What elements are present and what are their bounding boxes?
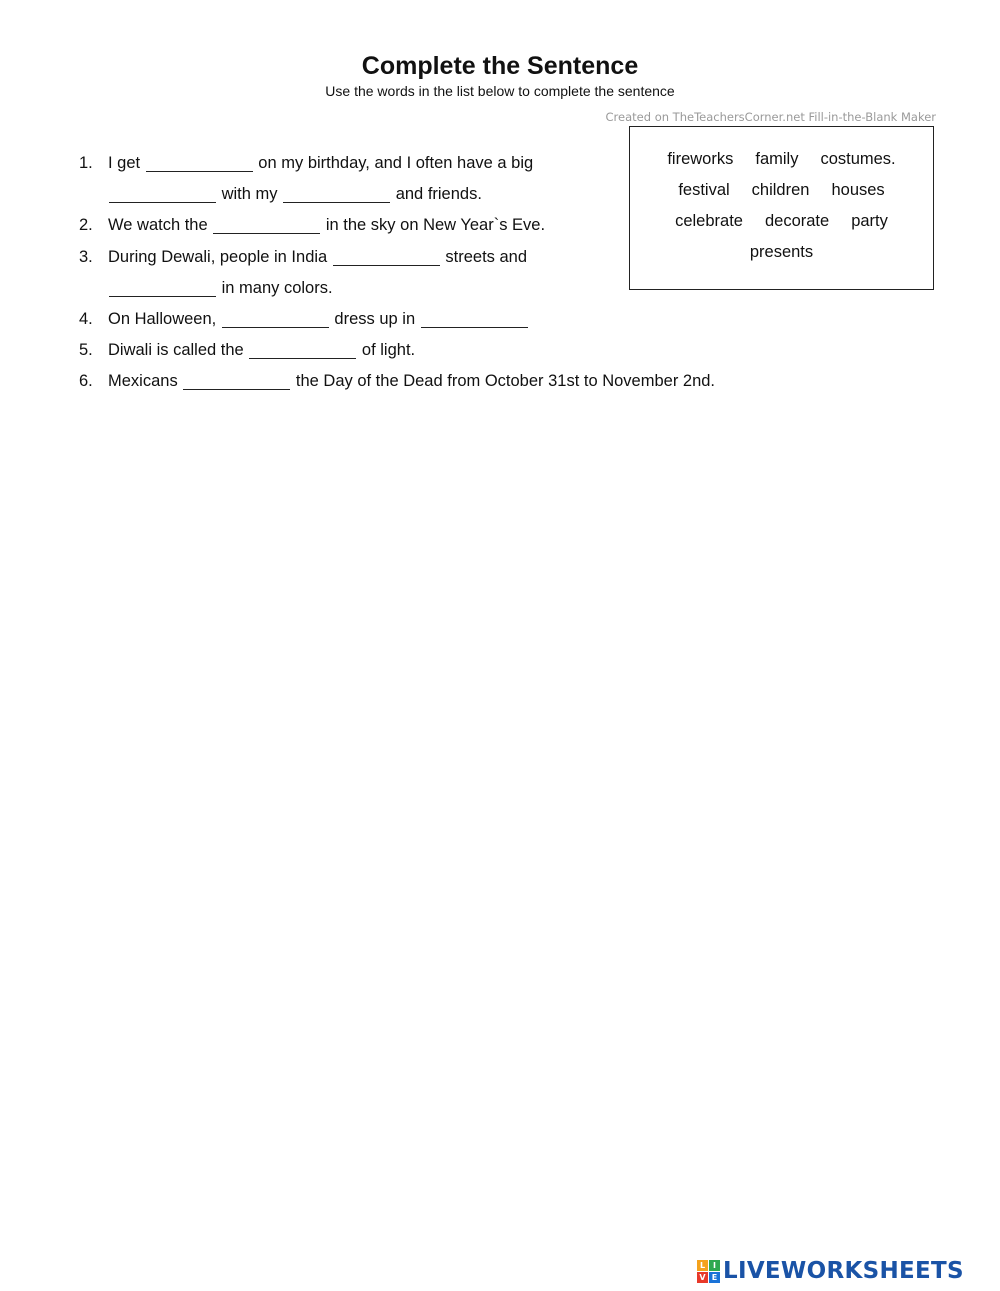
logo-letter: E (709, 1272, 720, 1283)
question-text: I get (108, 154, 141, 172)
word-bank-row (630, 214, 933, 229)
answer-blank[interactable] (249, 342, 356, 359)
answer-blank[interactable] (421, 311, 528, 328)
live-logo-icon (697, 1260, 720, 1283)
question-text: On Halloween, (108, 310, 217, 329)
question-number: 5. (79, 341, 93, 360)
word-bank-word: party (851, 212, 888, 230)
answer-blank[interactable] (183, 373, 290, 390)
question-text: Diwali is called the (108, 341, 244, 360)
word-bank (629, 126, 934, 290)
question-1 (79, 148, 619, 210)
word-bank-word: children (751, 181, 810, 199)
answer-blank[interactable] (333, 249, 440, 266)
question-5 (79, 335, 619, 366)
question-text: Mexicans (108, 372, 178, 391)
answer-blank[interactable] (146, 155, 253, 172)
question-text: with my (221, 185, 278, 204)
word-bank-word: decorate (764, 212, 830, 230)
answer-blank[interactable] (213, 217, 320, 234)
logo-letter: L (697, 1260, 708, 1271)
question-text: of light. (361, 341, 416, 360)
question-number: 4. (79, 310, 93, 329)
worksheet-title: Complete the Sentence (361, 52, 639, 80)
logo-letter: V (697, 1272, 708, 1283)
question-number: 6. (79, 372, 93, 391)
word-bank-word: fireworks (667, 150, 734, 168)
credit-line: Created on TheTeachersCorner.net Fill-in-the-Blank Maker (605, 110, 936, 124)
word-bank-row (630, 183, 933, 198)
answer-blank[interactable] (109, 280, 216, 297)
question-text: During Dewali, people in India (108, 247, 328, 266)
question-text: We watch the (108, 216, 208, 235)
word-bank-word: houses (831, 181, 885, 199)
question-number: 2. (79, 216, 93, 235)
question-number: 1. (79, 154, 93, 172)
worksheet-subtitle: Use the words in the list below to complete the sentence (325, 83, 675, 99)
word-bank-word: family (755, 150, 799, 168)
word-bank-row (630, 245, 933, 260)
question-text: on my birthday, and I often have a big (258, 154, 534, 172)
word-bank-row (630, 152, 933, 167)
question-text: and friends. (395, 185, 482, 204)
question-3 (79, 242, 619, 304)
brand-name: LIVEWORKSHEETS (723, 1258, 964, 1284)
answer-blank[interactable] (283, 186, 390, 203)
question-text: the Day of the Dead from October 31st to November 2nd. (295, 372, 716, 391)
question-6 (79, 366, 716, 397)
answer-blank[interactable] (109, 186, 216, 203)
question-2 (79, 210, 619, 241)
question-text: streets and (445, 247, 528, 266)
question-text: in the sky on New Year`s Eve. (325, 216, 546, 235)
logo-letter: I (709, 1260, 720, 1271)
question-4 (79, 304, 619, 335)
question-number: 3. (79, 247, 93, 266)
answer-blank[interactable] (222, 311, 329, 328)
word-bank-word: celebrate (675, 212, 743, 230)
question-text: in many colors. (221, 278, 333, 297)
word-bank-word: costumes. (820, 150, 896, 168)
question-text: dress up in (334, 310, 416, 329)
word-bank-word: festival (678, 181, 730, 199)
liveworksheets-logo (697, 1258, 964, 1284)
word-bank-word: presents (749, 243, 814, 261)
